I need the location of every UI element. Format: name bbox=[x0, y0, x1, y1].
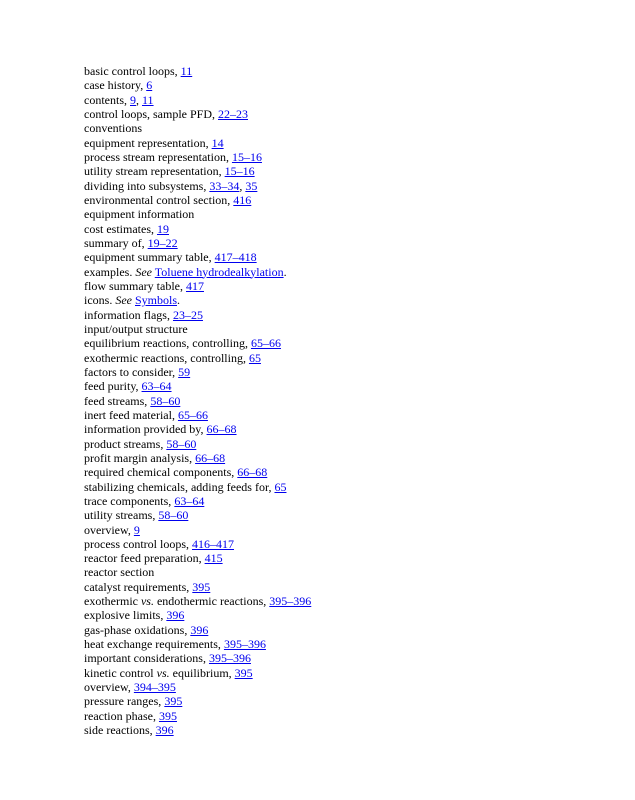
page-reference-link[interactable]: 15–16 bbox=[231, 149, 262, 164]
page-reference-link[interactable]: 395 bbox=[158, 708, 177, 723]
index-entry bbox=[84, 451, 604, 465]
page-reference-link[interactable]: 417 bbox=[185, 278, 204, 293]
index-entry bbox=[84, 293, 604, 307]
entry-text: important considerations, bbox=[84, 651, 209, 666]
page-reference-link[interactable]: 395–396 bbox=[223, 637, 266, 652]
index-entry bbox=[84, 523, 604, 537]
index-entry bbox=[84, 179, 604, 193]
entry-text: cost estimates, bbox=[84, 221, 157, 236]
page-reference-link[interactable]: 65–66 bbox=[250, 336, 281, 351]
page-reference-link[interactable]: 395–396 bbox=[269, 594, 312, 609]
entry-text: utility streams, bbox=[84, 508, 159, 523]
entry-text: required chemical components, bbox=[84, 465, 238, 480]
entry-text: equilibrium, bbox=[169, 665, 235, 680]
index-entry bbox=[84, 465, 604, 479]
index-entry bbox=[84, 494, 604, 508]
entry-text: contents, bbox=[84, 92, 130, 107]
entry-text: process stream representation, bbox=[84, 149, 232, 164]
index-entry bbox=[84, 265, 604, 279]
entry-text: overview, bbox=[84, 680, 134, 695]
entry-text: endothermic reactions, bbox=[153, 594, 270, 609]
entry-text: reactor feed preparation, bbox=[84, 551, 205, 566]
entry-text: utility stream representation, bbox=[84, 164, 225, 179]
index-entry bbox=[84, 64, 604, 78]
index-entry bbox=[84, 365, 604, 379]
page-reference-link[interactable]: 58–60 bbox=[158, 508, 189, 523]
entry-text: summary of, bbox=[84, 235, 148, 250]
page-reference-link[interactable]: 19–22 bbox=[147, 235, 178, 250]
page-reference-link[interactable]: 9 bbox=[130, 92, 136, 107]
page-reference-link[interactable]: 394–395 bbox=[133, 680, 176, 695]
page-reference-link[interactable]: 19 bbox=[156, 221, 169, 236]
entry-text: . bbox=[283, 264, 287, 279]
entry-text: input/output structure bbox=[84, 321, 188, 336]
entry-text: exothermic bbox=[84, 594, 141, 609]
index-entry bbox=[84, 508, 604, 522]
page-reference-link[interactable]: 66–68 bbox=[237, 465, 268, 480]
page-reference-link[interactable]: 417–418 bbox=[214, 250, 257, 265]
page-reference-link[interactable]: 23–25 bbox=[172, 307, 203, 322]
page-reference-link[interactable]: 15–16 bbox=[224, 164, 255, 179]
page-reference-link[interactable]: 22–23 bbox=[218, 106, 248, 121]
index-entry bbox=[84, 207, 604, 221]
page-reference-link[interactable]: 395 bbox=[234, 665, 253, 680]
entry-text: factors to consider, bbox=[84, 364, 179, 379]
index-entry bbox=[84, 336, 604, 350]
italic-text: vs. bbox=[140, 594, 154, 609]
index-entry bbox=[84, 537, 604, 551]
entry-text: inert feed material, bbox=[84, 407, 178, 422]
entry-text: information flags, bbox=[84, 307, 173, 322]
index-entry bbox=[84, 637, 604, 651]
page-reference-link[interactable]: Symbols bbox=[135, 293, 178, 308]
entry-text: gas-phase oxidations, bbox=[84, 622, 191, 637]
page-reference-link[interactable]: 11 bbox=[142, 92, 154, 107]
index-entry bbox=[84, 480, 604, 494]
index-entry bbox=[84, 608, 604, 622]
index-entry bbox=[84, 723, 604, 737]
page-reference-link[interactable]: 396 bbox=[190, 622, 209, 637]
italic-text: vs. bbox=[156, 665, 170, 680]
page-reference-link[interactable]: 65–66 bbox=[177, 407, 208, 422]
page-reference-link[interactable]: 66–68 bbox=[195, 450, 226, 465]
entry-text: heat exchange requirements, bbox=[84, 637, 224, 652]
entry-text: process control loops, bbox=[84, 536, 192, 551]
entry-text: dividing into subsystems, bbox=[84, 178, 210, 193]
page-reference-link[interactable]: 6 bbox=[146, 78, 153, 93]
index-entry bbox=[84, 78, 604, 92]
entry-text: equipment summary table, bbox=[84, 250, 215, 265]
entry-text: stabilizing chemicals, adding feeds for, bbox=[84, 479, 275, 494]
page-reference-link[interactable]: 58–60 bbox=[166, 436, 197, 451]
entry-text: kinetic control bbox=[84, 665, 157, 680]
page-reference-link[interactable]: 58–60 bbox=[150, 393, 181, 408]
entry-text: explosive limits, bbox=[84, 608, 167, 623]
italic-text: See bbox=[135, 264, 152, 279]
index-entry bbox=[84, 408, 604, 422]
entry-text: case history, bbox=[84, 78, 147, 93]
entry-text: conventions bbox=[84, 121, 142, 136]
index-entry bbox=[84, 623, 604, 637]
entry-text: control loops, sample PFD, bbox=[84, 106, 218, 121]
entry-text: equipment representation, bbox=[84, 135, 212, 150]
entry-text: profit margin analysis, bbox=[84, 450, 196, 465]
page-reference-link[interactable]: Toluene hydrodealkylation bbox=[154, 264, 284, 279]
index-entry bbox=[84, 437, 604, 451]
entry-text: information provided by, bbox=[84, 422, 207, 437]
page-reference-link[interactable]: 416–417 bbox=[191, 536, 234, 551]
index-entry bbox=[84, 551, 604, 565]
index-entry bbox=[84, 322, 604, 336]
page-reference-link[interactable]: 395 bbox=[164, 694, 183, 709]
entry-text: pressure ranges, bbox=[84, 694, 165, 709]
index-entry-list bbox=[84, 64, 604, 737]
page-reference-link[interactable]: 11 bbox=[180, 64, 193, 78]
index-entry bbox=[84, 694, 604, 708]
index-entry bbox=[84, 709, 604, 723]
entry-text: feed streams, bbox=[84, 393, 151, 408]
page-reference-link[interactable]: 395–396 bbox=[208, 651, 251, 666]
index-entry bbox=[84, 121, 604, 135]
index-entry bbox=[84, 308, 604, 322]
entry-text: trace components, bbox=[84, 493, 175, 508]
index-entry bbox=[84, 107, 604, 121]
index-entry bbox=[84, 680, 604, 694]
page-reference-link[interactable]: 65 bbox=[248, 350, 261, 365]
page-reference-link[interactable]: 395 bbox=[192, 579, 211, 594]
index-entry bbox=[84, 666, 604, 680]
page-reference-link[interactable]: 59 bbox=[178, 364, 191, 379]
index-entry bbox=[84, 236, 604, 250]
index-entry bbox=[84, 250, 604, 264]
entry-text: environmental control section, bbox=[84, 192, 234, 207]
page-reference-link[interactable]: 9 bbox=[133, 522, 140, 537]
entry-text: overview, bbox=[84, 522, 134, 537]
entry-text: side reactions, bbox=[84, 723, 156, 738]
page-reference-link[interactable]: 35 bbox=[245, 178, 258, 193]
entry-text: , bbox=[239, 178, 246, 193]
index-entry bbox=[84, 136, 604, 150]
index-entry bbox=[84, 351, 604, 365]
page-reference-link[interactable]: 14 bbox=[211, 135, 224, 150]
index-entry bbox=[84, 422, 604, 436]
index-entry bbox=[84, 150, 604, 164]
entry-text: . bbox=[177, 293, 181, 308]
index-entry bbox=[84, 222, 604, 236]
index-entry bbox=[84, 279, 604, 293]
index-entry bbox=[84, 594, 604, 608]
index-entry bbox=[84, 651, 604, 665]
entry-text: basic control loops, bbox=[84, 64, 181, 78]
italic-text: See bbox=[115, 293, 132, 308]
page-reference-link[interactable]: 63–64 bbox=[141, 379, 172, 394]
entry-text: catalyst requirements, bbox=[84, 579, 193, 594]
index-entry bbox=[84, 580, 604, 594]
entry-text: product streams, bbox=[84, 436, 167, 451]
page-reference-link[interactable]: 65 bbox=[274, 479, 287, 494]
index-entry bbox=[84, 164, 604, 178]
page-reference-link[interactable]: 415 bbox=[204, 551, 223, 566]
entry-text: exothermic reactions, controlling, bbox=[84, 350, 249, 365]
index-entry bbox=[84, 394, 604, 408]
entry-text: equipment information bbox=[84, 207, 195, 222]
page-reference-link[interactable]: 63–64 bbox=[174, 493, 205, 508]
index-entry bbox=[84, 93, 604, 107]
page-reference-link[interactable]: 416 bbox=[233, 192, 252, 207]
page-reference-link[interactable]: 396 bbox=[166, 608, 185, 623]
entry-text: reactor section bbox=[84, 565, 155, 580]
entry-text: icons. bbox=[84, 293, 116, 308]
entry-text: examples. bbox=[84, 264, 136, 279]
entry-text: equilibrium reactions, controlling, bbox=[84, 336, 251, 351]
index-entry bbox=[84, 193, 604, 207]
index-entry bbox=[84, 565, 604, 579]
page-reference-link[interactable]: 33–34 bbox=[209, 178, 240, 193]
page-reference-link[interactable]: 66–68 bbox=[206, 422, 237, 437]
entry-text: flow summary table, bbox=[84, 278, 186, 293]
entry-text: , bbox=[136, 92, 142, 107]
index-entry bbox=[84, 379, 604, 393]
entry-text: feed purity, bbox=[84, 379, 142, 394]
page-reference-link[interactable]: 396 bbox=[155, 723, 174, 738]
entry-text: reaction phase, bbox=[84, 708, 159, 723]
